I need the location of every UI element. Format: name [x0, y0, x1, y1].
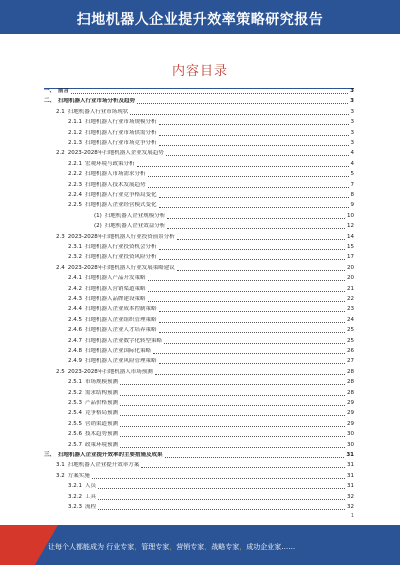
toc-entry-page: 15	[347, 244, 354, 250]
footer-lead-text: 让每个人都能成为	[48, 543, 104, 551]
toc-entry-number: 3.2.1	[68, 483, 82, 490]
toc-entry[interactable]	[44, 440, 354, 449]
toc-dot-leader	[137, 166, 349, 167]
toc-entry-number: 2.1	[56, 108, 65, 115]
toc-entry-page: 7	[350, 181, 354, 188]
toc-dot-leader	[148, 187, 349, 188]
toc-entry-page: 14	[347, 233, 354, 240]
toc-dot-leader	[167, 218, 345, 219]
toc-entry-text: 扫地机器人企业提升效率的主要措施及成果	[58, 452, 163, 458]
toc-entry[interactable]	[44, 294, 354, 303]
toc-dot-leader	[159, 311, 345, 312]
toc-entry-text: 宏观环境与政策分析	[85, 160, 135, 167]
toc-entry-text: 技术趋势预测	[85, 431, 119, 438]
toc-dot-leader	[120, 405, 345, 406]
toc-entry-number: 2.5.1	[68, 379, 82, 386]
toc-entry[interactable]	[44, 367, 354, 376]
toc-entry-number: (1)	[94, 212, 102, 219]
toc-entry-number: 一、	[44, 88, 56, 94]
toc-entry-number: 2.4.1	[68, 275, 82, 282]
toc-entry-number: 3.2.3	[68, 504, 82, 510]
toc-entry-number: 2.2	[56, 150, 65, 157]
toc-dot-leader	[120, 384, 345, 385]
toc-entry-text: 扫地机器人企业成本控制策略	[85, 306, 157, 313]
toc-entry[interactable]	[44, 471, 354, 480]
toc-entry-number: 2.4.3	[68, 296, 82, 302]
page-number: 1	[350, 513, 354, 519]
toc-dot-leader	[130, 114, 348, 115]
toc-entry-page: 3	[350, 140, 354, 146]
toc-dot-leader	[120, 436, 345, 437]
toc-dot-leader	[159, 135, 349, 136]
toc-dot-leader	[164, 343, 345, 344]
footer-role: 管理专家	[141, 543, 170, 551]
toc-dot-leader	[141, 467, 345, 468]
toc-entry[interactable]	[44, 169, 354, 178]
toc-entry-text: 2023-2028年扫地机器人市场预测	[67, 368, 153, 375]
toc-entry[interactable]	[44, 356, 354, 365]
toc-entry-page: 3	[350, 129, 354, 136]
toc-entry-text: 扫地机器人行业市场竞争分析	[85, 140, 157, 146]
toc-entry[interactable]	[44, 180, 354, 189]
footer-separator: ，	[169, 543, 177, 551]
toc-entry[interactable]	[44, 86, 354, 95]
toc-entry[interactable]	[44, 346, 354, 355]
toc-dot-leader	[148, 280, 345, 281]
toc-entry-number: 3.2.2	[68, 493, 82, 500]
toc-entry-page: 3	[350, 108, 354, 115]
toc-dot-leader	[137, 103, 348, 104]
toc-entry[interactable]	[44, 460, 354, 469]
toc-entry-page: 10	[347, 212, 354, 219]
toc-dot-leader	[120, 447, 345, 448]
toc-entry-page: 31	[347, 483, 354, 490]
toc-entry[interactable]	[44, 252, 354, 261]
toc-entry[interactable]	[44, 138, 354, 147]
toc-entry[interactable]	[44, 232, 354, 241]
toc-entry[interactable]	[44, 315, 354, 324]
toc-entry-number: 2.4.8	[68, 348, 82, 354]
toc-dot-leader	[159, 363, 345, 364]
toc-entry-text: 2023-2028年扫地机器人行业发展策略建议	[67, 264, 175, 271]
toc-dot-leader	[159, 145, 349, 146]
toc-entry[interactable]	[44, 211, 354, 220]
toc-entry-number: 2.5.4	[68, 410, 82, 417]
toc-entry-number: 2.2.3	[68, 181, 82, 188]
toc-entry-page: 31	[347, 472, 354, 479]
toc-entry-page: 32	[347, 493, 354, 500]
toc-entry-page: 32	[347, 504, 354, 510]
toc-entry[interactable]	[44, 336, 354, 345]
toc-entry[interactable]	[44, 388, 354, 397]
toc-entry-number: 2.4.6	[68, 327, 82, 334]
toc-entry-text: 扫地机器人企业组织管理策略	[85, 316, 157, 323]
toc-entry[interactable]	[44, 408, 354, 417]
toc-entry-page: 30	[347, 441, 354, 448]
toc-entry[interactable]	[44, 96, 354, 105]
toc-entry-page: 8	[350, 192, 354, 198]
toc-entry-number: 2.4.2	[68, 285, 82, 292]
toc-entry-number: 2.2.1	[68, 160, 82, 167]
toc-entry-page: 30	[347, 431, 354, 438]
toc-dot-leader	[148, 291, 345, 292]
toc-entry-number: 2.5.5	[68, 420, 82, 427]
toc-entry-text: 扫地机器人企业数字化转型策略	[85, 337, 163, 344]
toc-entry-page: 25	[347, 327, 354, 334]
toc-entry-page: 28	[347, 379, 354, 386]
toc-dot-leader	[177, 239, 345, 240]
toc-dot-leader	[159, 322, 345, 323]
toc-entry-text: 方案实施	[67, 472, 90, 479]
footer-role: 成功企业家……	[246, 543, 296, 551]
toc-entry-page: 4	[350, 160, 354, 167]
toc-entry-text: 扫地机器人企业经营模式变化	[85, 202, 157, 209]
toc-dot-leader	[159, 249, 345, 250]
toc-entry-text: 扫地机器人行业竞争格局变化	[85, 192, 157, 198]
toc-entry-text: 扫地机器人企业规模分析	[104, 212, 166, 219]
toc-entry-page: 12	[347, 223, 354, 230]
toc-entry[interactable]	[44, 221, 354, 230]
toc-entry-text: 扫地机器人行业投资机会分析	[85, 244, 157, 250]
toc-entry[interactable]	[44, 128, 354, 137]
toc-dot-leader	[159, 124, 349, 125]
toc-entry[interactable]	[44, 242, 354, 251]
toc-entry-text: 扫地机器人行业市场分析及趋势	[58, 98, 136, 105]
toc-entry-number: 3.2	[56, 472, 65, 479]
toc-entry-text: 前言	[58, 88, 70, 94]
toc-dot-leader	[155, 374, 345, 375]
toc-dot-leader	[120, 415, 345, 416]
toc-entry-text: 扫地机器人产品开发策略	[85, 275, 146, 282]
toc-entry-number: 3.1	[56, 462, 65, 469]
toc-entry-number: 2.5.6	[68, 431, 82, 438]
toc-entry-page: 3	[350, 119, 354, 126]
toc-entry[interactable]	[44, 284, 354, 293]
toc-entry-number: 2.3.1	[68, 244, 82, 250]
toc-entry-text: 扫地机器人行业市场供需分析	[85, 129, 157, 136]
toc-dot-leader	[153, 353, 345, 354]
toc-entry-page: 22	[347, 296, 354, 302]
toc-entry[interactable]	[44, 325, 354, 334]
toc-entry-page: 29	[347, 420, 354, 427]
toc-dot-leader	[148, 301, 345, 302]
footer-slogan	[48, 542, 388, 552]
toc-entry-page: 28	[347, 368, 354, 375]
toc-entry[interactable]	[44, 263, 354, 272]
toc-entry[interactable]	[44, 492, 354, 501]
toc-entry[interactable]	[44, 502, 354, 511]
toc-dot-leader	[98, 499, 345, 500]
toc-entry-number: 2.3	[56, 233, 65, 240]
toc-entry-page: 23	[347, 306, 354, 313]
toc-entry-number: 2.3.2	[68, 254, 82, 261]
toc-entry-text: 工具	[85, 493, 97, 500]
footer-separator: ，	[204, 543, 212, 551]
toc-entry-number: 2.1.1	[68, 119, 82, 126]
report-header-bar	[0, 0, 400, 34]
toc-entry-page: 26	[347, 348, 354, 354]
toc-entry-page: 29	[347, 400, 354, 406]
toc-dot-leader	[120, 395, 345, 396]
toc-entry-text: 产品价格预测	[85, 400, 119, 406]
toc-entry-number: 2.4.7	[68, 337, 82, 344]
toc-dot-leader	[98, 488, 345, 489]
toc-entry-number: 2.4.4	[68, 306, 82, 313]
toc-dot-leader	[120, 426, 345, 427]
toc-entry-text: 扫地机器人营销渠道策略	[85, 285, 146, 292]
toc-entry-text: 竞争格局预测	[85, 410, 119, 417]
footer-separator: ，	[134, 543, 142, 551]
toc-heading: 内容目录	[171, 64, 228, 79]
toc-entry-number: 二、	[44, 98, 56, 105]
toc-entry-page: 21	[347, 285, 354, 292]
toc-dot-leader	[159, 207, 349, 208]
toc-dot-leader	[92, 478, 345, 479]
toc-entry[interactable]	[44, 148, 354, 157]
toc-entry-number: (2)	[94, 223, 102, 230]
toc-entry[interactable]	[44, 107, 354, 116]
toc-entry-page: 9	[350, 202, 354, 209]
toc-entry-page: 31	[346, 452, 354, 458]
toc-entry-text: 扫地机器人企业人才培养策略	[85, 327, 157, 334]
toc-entry[interactable]	[44, 481, 354, 490]
toc-dot-leader	[159, 197, 349, 198]
toc-dot-leader	[166, 155, 349, 156]
toc-entry-page: 25	[347, 337, 354, 344]
footer-role: 行业专家	[106, 543, 135, 551]
toc-entry-text: 扫地机器人行业市场规模分析	[85, 119, 157, 126]
toc-entry[interactable]	[44, 159, 354, 168]
toc-dot-leader	[177, 270, 345, 271]
toc-entry-number: 2.5.3	[68, 400, 82, 406]
toc-entry-number: 2.5	[56, 368, 65, 375]
toc-entry-number: 2.2.2	[68, 171, 82, 178]
toc-entry[interactable]	[44, 398, 354, 407]
toc-entry-page: 4	[350, 150, 354, 157]
toc-entry[interactable]	[44, 419, 354, 428]
toc-entry-number: 2.1.2	[68, 129, 82, 136]
toc-entry-page: 17	[347, 254, 354, 261]
toc-entry[interactable]	[44, 200, 354, 209]
toc-entry-number: 2.4	[56, 264, 65, 271]
table-of-contents	[44, 86, 354, 516]
toc-entry-page: 20	[347, 264, 354, 271]
footer-separator: ，	[239, 543, 247, 551]
toc-entry-text: 扫地机器人技术发展趋势	[85, 181, 146, 188]
toc-entry-page: 24	[347, 316, 354, 323]
toc-entry-text: 扫地机器人行业投资风险分析	[85, 254, 157, 261]
toc-entry[interactable]	[44, 304, 354, 313]
toc-entry[interactable]	[44, 190, 354, 199]
toc-entry-text: 2023-2028年扫地机器人行业投资前景分析	[67, 233, 175, 240]
toc-dot-leader	[98, 509, 345, 510]
toc-entry-text: 扫地机器人市场需求分析	[85, 171, 146, 178]
toc-entry-page: 31	[347, 462, 354, 469]
toc-entry-text: 市场规模预测	[85, 379, 119, 386]
toc-entry-text: 营销渠道预测	[85, 420, 119, 427]
toc-entry-text: 扫地机器人行业市场现状	[67, 108, 129, 115]
toc-entry-number: 2.2.4	[68, 192, 82, 198]
toc-entry-text: 人员	[85, 483, 97, 490]
toc-entry-number: 2.2.5	[68, 202, 82, 209]
toc-entry-text: 扫地机器人品牌建设策略	[85, 296, 146, 302]
toc-entry-number: 2.4.5	[68, 316, 82, 323]
toc-dot-leader	[159, 259, 345, 260]
toc-entry-page: 5	[350, 171, 354, 178]
toc-entry[interactable]	[44, 450, 354, 459]
toc-entry-page: 3	[350, 88, 354, 94]
toc-dot-leader	[71, 93, 348, 94]
toc-entry[interactable]	[44, 117, 354, 126]
toc-entry[interactable]	[44, 377, 354, 386]
toc-entry-number: 三、	[44, 452, 56, 458]
toc-dot-leader	[148, 176, 349, 177]
toc-entry-number: 2.4.9	[68, 358, 82, 365]
toc-entry-page: 3	[350, 98, 354, 105]
toc-entry-text: 流程	[85, 504, 97, 510]
toc-entry[interactable]	[44, 273, 354, 282]
toc-entry-page: 27	[347, 358, 354, 365]
toc-entry-page: 20	[347, 275, 354, 282]
footer-role: 营销专家	[176, 543, 205, 551]
toc-entry-page: 29	[347, 410, 354, 417]
toc-entry-number: 2.5.7	[68, 441, 82, 448]
toc-entry-text: 扫地机器人企业提升效率方案	[67, 462, 140, 469]
toc-entry-text: 扫地机器人企业风险管理策略	[85, 358, 157, 365]
toc-dot-leader	[159, 332, 345, 333]
toc-dot-leader	[165, 457, 345, 458]
footer-role: 战略专家	[211, 543, 240, 551]
toc-entry-text: 政策环境预测	[85, 441, 119, 448]
report-title: 扫地机器人企业提升效率策略研究报告	[76, 12, 324, 28]
toc-entry-number: 2.1.3	[68, 140, 82, 146]
toc-entry-text: 2023-2028年扫地机器人企业发展趋势	[67, 150, 164, 157]
toc-dot-leader	[167, 228, 345, 229]
toc-entry-page: 28	[347, 389, 354, 396]
toc-entry-text: 扫地机器人企业国际化策略	[85, 348, 152, 354]
toc-entry-text: 需求结构预测	[85, 389, 119, 396]
toc-entry[interactable]	[44, 429, 354, 438]
toc-entry-number: 2.5.2	[68, 389, 82, 396]
toc-entry-text: 扫地机器人企业效益分析	[104, 223, 166, 230]
